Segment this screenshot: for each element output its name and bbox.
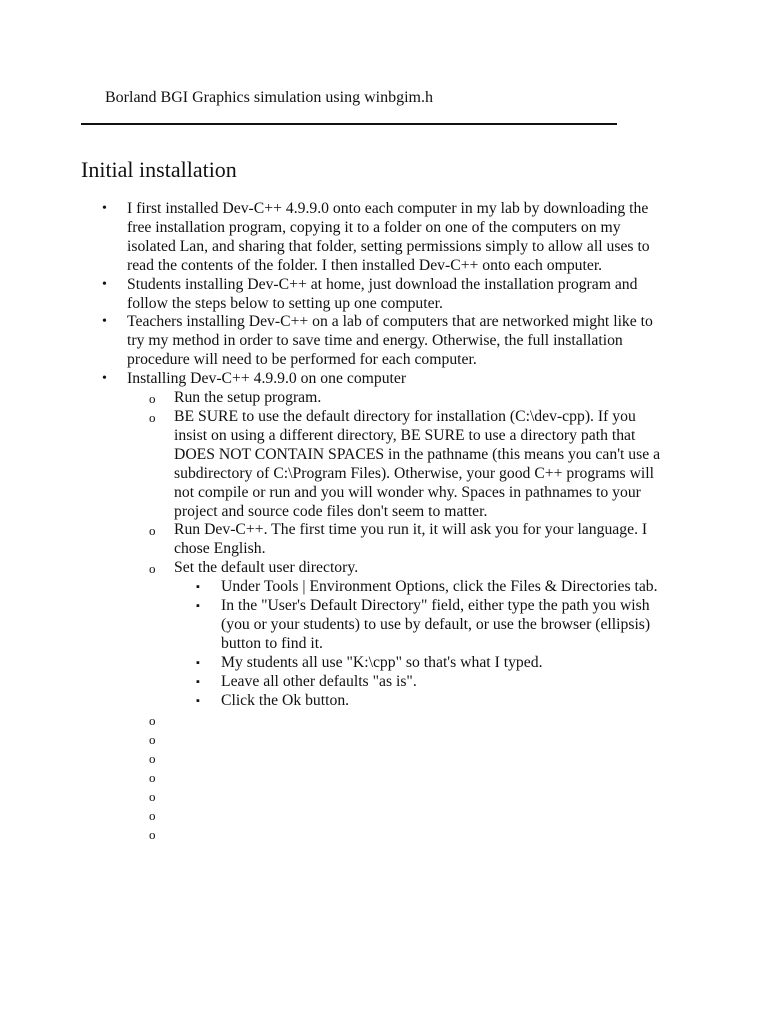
empty-sub-list-item	[127, 806, 661, 825]
circle-bullet-marker: o	[149, 770, 156, 786]
header-divider	[81, 123, 617, 125]
bullet-marker: •	[102, 201, 107, 216]
circle-bullet-marker: o	[149, 391, 156, 407]
document-body	[81, 200, 661, 844]
circle-bullet-marker: o	[149, 807, 156, 823]
sub-list-item	[127, 389, 661, 408]
section-heading: Initial installation	[81, 157, 237, 182]
sub-sub-list-item-text: My students all use "K:\cpp" so that's what I typed.	[221, 653, 543, 671]
sub-sub-list-item	[174, 654, 661, 673]
list-item-text: Installing Dev-C++ 4.9.9.0 on one computer	[127, 370, 407, 388]
square-bullet-marker: ▪	[196, 694, 200, 707]
sub-sub-bullet-list	[174, 578, 661, 710]
sub-list-item	[127, 559, 661, 710]
sub-list-item-text: BE SURE to use the default directory for installation (C:\dev-cpp). If you insist on using a different directory, BE SURE to use a directory path that DOES NOT CONTAIN SPACES in the pathname (this means you can't use a subdirectory of C:\Program Files). Otherwise, your good C++ programs will not compile or run and you will wonder why. Spaces in pathnames to your project and source code files don't seem to matter.	[174, 407, 661, 520]
circle-bullet-marker: o	[149, 409, 156, 425]
circle-bullet-marker: o	[149, 751, 156, 767]
sub-list-item	[127, 521, 661, 559]
sub-sub-list-item	[174, 597, 661, 654]
bullet-marker: •	[102, 371, 107, 387]
circle-bullet-marker: o	[149, 561, 156, 577]
circle-bullet-marker: o	[149, 788, 156, 804]
list-item	[81, 200, 661, 276]
empty-sub-list-item	[127, 825, 661, 844]
sub-sub-list-item	[174, 673, 661, 692]
document-header-title: Borland BGI Graphics simulation using winbgim.h	[105, 89, 433, 106]
empty-sub-list-item	[127, 787, 661, 806]
sub-sub-list-item-text: Under Tools | Environment Options, click the Files & Directories tab.	[221, 578, 658, 596]
list-item-text: Teachers installing Dev-C++ on a lab of computers that are networked might like to try my method in order to save time and energy. Otherwise, the full installation procedure will need to be performed for each computer.	[127, 313, 653, 369]
square-bullet-marker: ▪	[196, 656, 200, 669]
empty-sub-list-item	[127, 749, 661, 768]
sub-list-item-text: Set the default user directory.	[174, 559, 359, 577]
empty-sub-list-item	[127, 768, 661, 787]
list-item	[81, 370, 661, 843]
bullet-marker: •	[102, 276, 107, 292]
empty-sub-list-item	[127, 730, 661, 749]
circle-bullet-marker: o	[149, 826, 156, 842]
square-bullet-marker: ▪	[196, 600, 200, 613]
circle-bullet-marker: o	[149, 523, 156, 539]
sub-list-item-text: Run Dev-C++. The first time you run it, it will ask you for your language. I chose English.	[174, 521, 648, 558]
circle-bullet-marker: o	[149, 713, 156, 729]
sub-sub-list-item	[174, 578, 661, 597]
list-item	[81, 313, 661, 370]
bullet-marker: •	[102, 314, 107, 330]
square-bullet-marker: ▪	[196, 581, 200, 594]
square-bullet-marker: ▪	[196, 675, 200, 688]
sub-sub-list-item-text: In the "User's Default Directory" field, either type the path you wish (you or your students) to use by default, or use the browser (ellipsis) button to find it.	[221, 597, 651, 652]
circle-bullet-marker: o	[149, 732, 156, 748]
empty-sub-list-item	[127, 711, 661, 730]
sub-sub-list-item-text: Leave all other defaults "as is".	[221, 672, 417, 690]
sub-bullet-list	[127, 389, 661, 710]
sub-list-item-text: Run the setup program.	[174, 389, 322, 407]
list-item-text: I first installed Dev-C++ 4.9.9.0 onto each computer in my lab by downloading the free installation program, copying it to a folder on one of the computers on my isolated Lan, and sharing that folder, setting permissions simply to allow all uses to read the contents of the folder. I then installed Dev-C++ onto each omputer.	[127, 200, 650, 274]
sub-sub-list-item-text: Click the Ok button.	[221, 691, 350, 709]
sub-list-item	[127, 408, 661, 521]
list-item-text: Students installing Dev-C++ at home, just download the installation program and follow the steps below to setting up one computer.	[127, 275, 638, 312]
sub-sub-list-item	[174, 692, 661, 711]
bullet-list	[81, 200, 661, 844]
empty-sub-bullet-list	[127, 711, 661, 843]
list-item	[81, 276, 661, 314]
